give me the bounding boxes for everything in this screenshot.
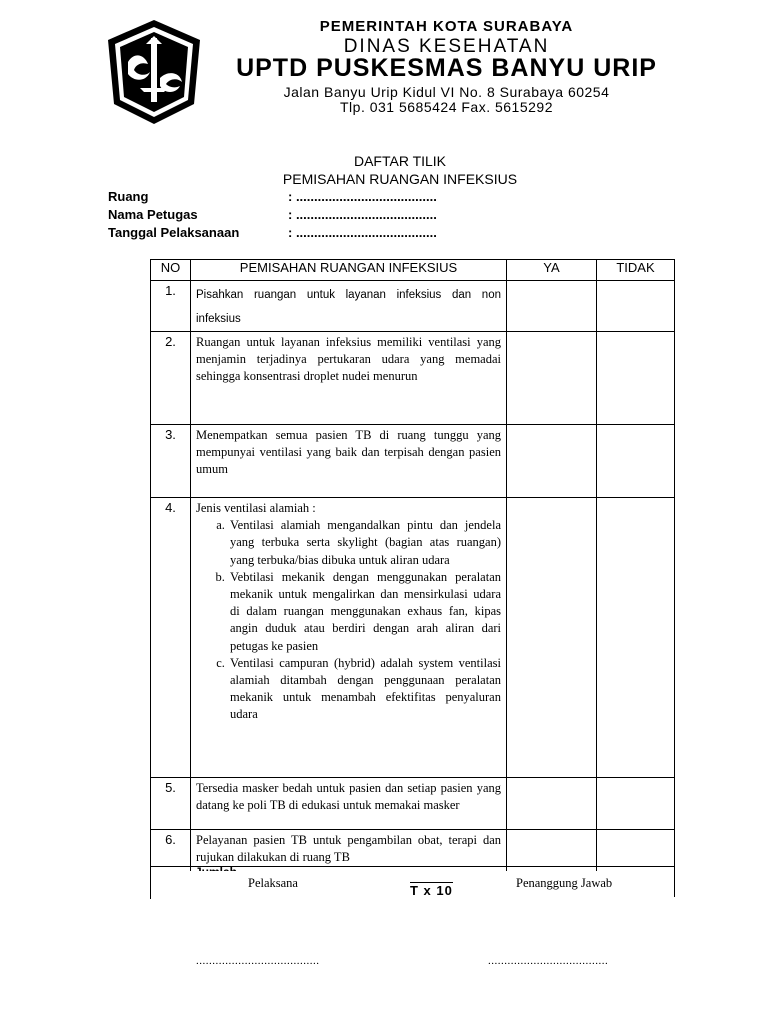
header-item: PEMISAHAN RUANGAN INFEKSIUS: [191, 260, 507, 281]
row-text: Menempatkan semua pasien TB di ruang tunggu yang mempunyai ventilasi yang baik dan terpisah dengan pasien umum: [191, 425, 507, 498]
table-row: [151, 332, 675, 425]
row-intro: Jenis ventilasi alamiah :: [196, 501, 316, 515]
row-number: 1.: [151, 281, 191, 332]
row-text: Pelayanan pasien TB untuk pengambilan obat, terapi dan rujukan dilakukan di ruang TB: [191, 830, 507, 867]
document-subtitle: PEMISAHAN RUANGAN INFEKSIUS: [282, 171, 518, 187]
field-nama-petugas: [108, 207, 437, 222]
field-label: Tanggal Pelaksanaan: [108, 225, 240, 240]
checkbox-tidak[interactable]: [597, 498, 675, 778]
row-text: Ruangan untuk layanan infeksius memiliki ventilasi yang menjamin terjadinya pertukaran udara yang memadai sehingga konsentrasi droplet nudei menurun: [191, 332, 507, 425]
header-ya: YA: [507, 260, 597, 281]
row-text: Pisahkan ruangan untuk layanan infeksius dan non infeksius: [191, 281, 507, 332]
field-ruang: [108, 189, 437, 204]
checkbox-ya[interactable]: [507, 332, 597, 425]
government-name: PEMERINTAH KOTA SURABAYA: [319, 18, 574, 35]
checkbox-ya[interactable]: [507, 425, 597, 498]
row-text: [191, 498, 507, 778]
row-number: 2.: [151, 332, 191, 425]
signature-line-penanggung-jawab: .....................................: [488, 955, 609, 967]
row-number: 6.: [151, 830, 191, 867]
header-no: NO: [151, 260, 191, 281]
formula-fragment: T x 10: [410, 883, 453, 898]
field-label: Ruang: [108, 189, 149, 204]
checklist-table: [150, 259, 675, 897]
checkbox-tidak[interactable]: [597, 332, 675, 425]
surabaya-crest-logo: [104, 18, 204, 126]
checkbox-tidak[interactable]: [597, 281, 675, 332]
row-number: 4.: [151, 498, 191, 778]
row-number: 3.: [151, 425, 191, 498]
field-value: : .......................................: [288, 189, 437, 204]
checkbox-ya[interactable]: [507, 498, 597, 778]
checkbox-tidak[interactable]: [597, 425, 675, 498]
table-row: [151, 778, 675, 830]
sub-item: b. Vebtilasi mekanik dengan menggunakan peralatan mekanik untuk mengalirkan dan mensirkulasi udara di dalam ruangan menggunakan exhaus fan, kipas angin duduk atau berdiri dengan arah aliran dari petugas ke pasien: [228, 569, 501, 655]
address: Jalan Banyu Urip Kidul VI No. 8 Surabaya 60254: [283, 84, 610, 100]
phone-fax: Tlp. 031 5685424 Fax. 5615292: [340, 99, 553, 115]
sub-list: [196, 517, 501, 723]
checkbox-ya[interactable]: [507, 778, 597, 830]
document-title: DAFTAR TILIK: [353, 153, 447, 169]
table-header-row: [151, 260, 675, 281]
table-row: [151, 498, 675, 778]
field-value: : .......................................: [288, 225, 437, 240]
unit-name: UPTD PUSKESMAS BANYU URIP: [236, 54, 657, 82]
checkbox-ya[interactable]: [507, 830, 597, 867]
field-label: Nama Petugas: [108, 207, 198, 222]
field-tanggal: [108, 225, 437, 240]
signature-label-pelaksana: Pelaksana: [248, 876, 298, 890]
table-row: [151, 281, 675, 332]
department-name: DINAS KESEHATAN: [343, 36, 550, 57]
sub-item: c. Ventilasi campuran (hybrid) adalah system ventilasi alamiah ditambah dengan penggunaan peralatan mekanik untuk menambah efektifitas penyaluran udara: [228, 655, 501, 724]
field-value: : .......................................: [288, 207, 437, 222]
header-tidak: TIDAK: [597, 260, 675, 281]
checkbox-tidak[interactable]: [597, 830, 675, 867]
table-edge-fragment: [150, 871, 153, 899]
checkbox-tidak[interactable]: [597, 778, 675, 830]
row-text: Tersedia masker bedah untuk pasien dan setiap pasien yang datang ke poli TB di edukasi untuk memakai masker: [191, 778, 507, 830]
signature-label-penanggung-jawab: Penanggung Jawab: [516, 876, 613, 890]
table-row: [151, 830, 675, 867]
signature-line-pelaksana: ......................................: [196, 955, 320, 967]
checkbox-ya[interactable]: [507, 281, 597, 332]
sub-item: a. Ventilasi alamiah mengandalkan pintu dan jendela yang terbuka serta skylight (bagian atas ruangan) yang terbuka/bias dibuka untuk aliran udara: [228, 517, 501, 569]
row-number: 5.: [151, 778, 191, 830]
table-row: [151, 425, 675, 498]
